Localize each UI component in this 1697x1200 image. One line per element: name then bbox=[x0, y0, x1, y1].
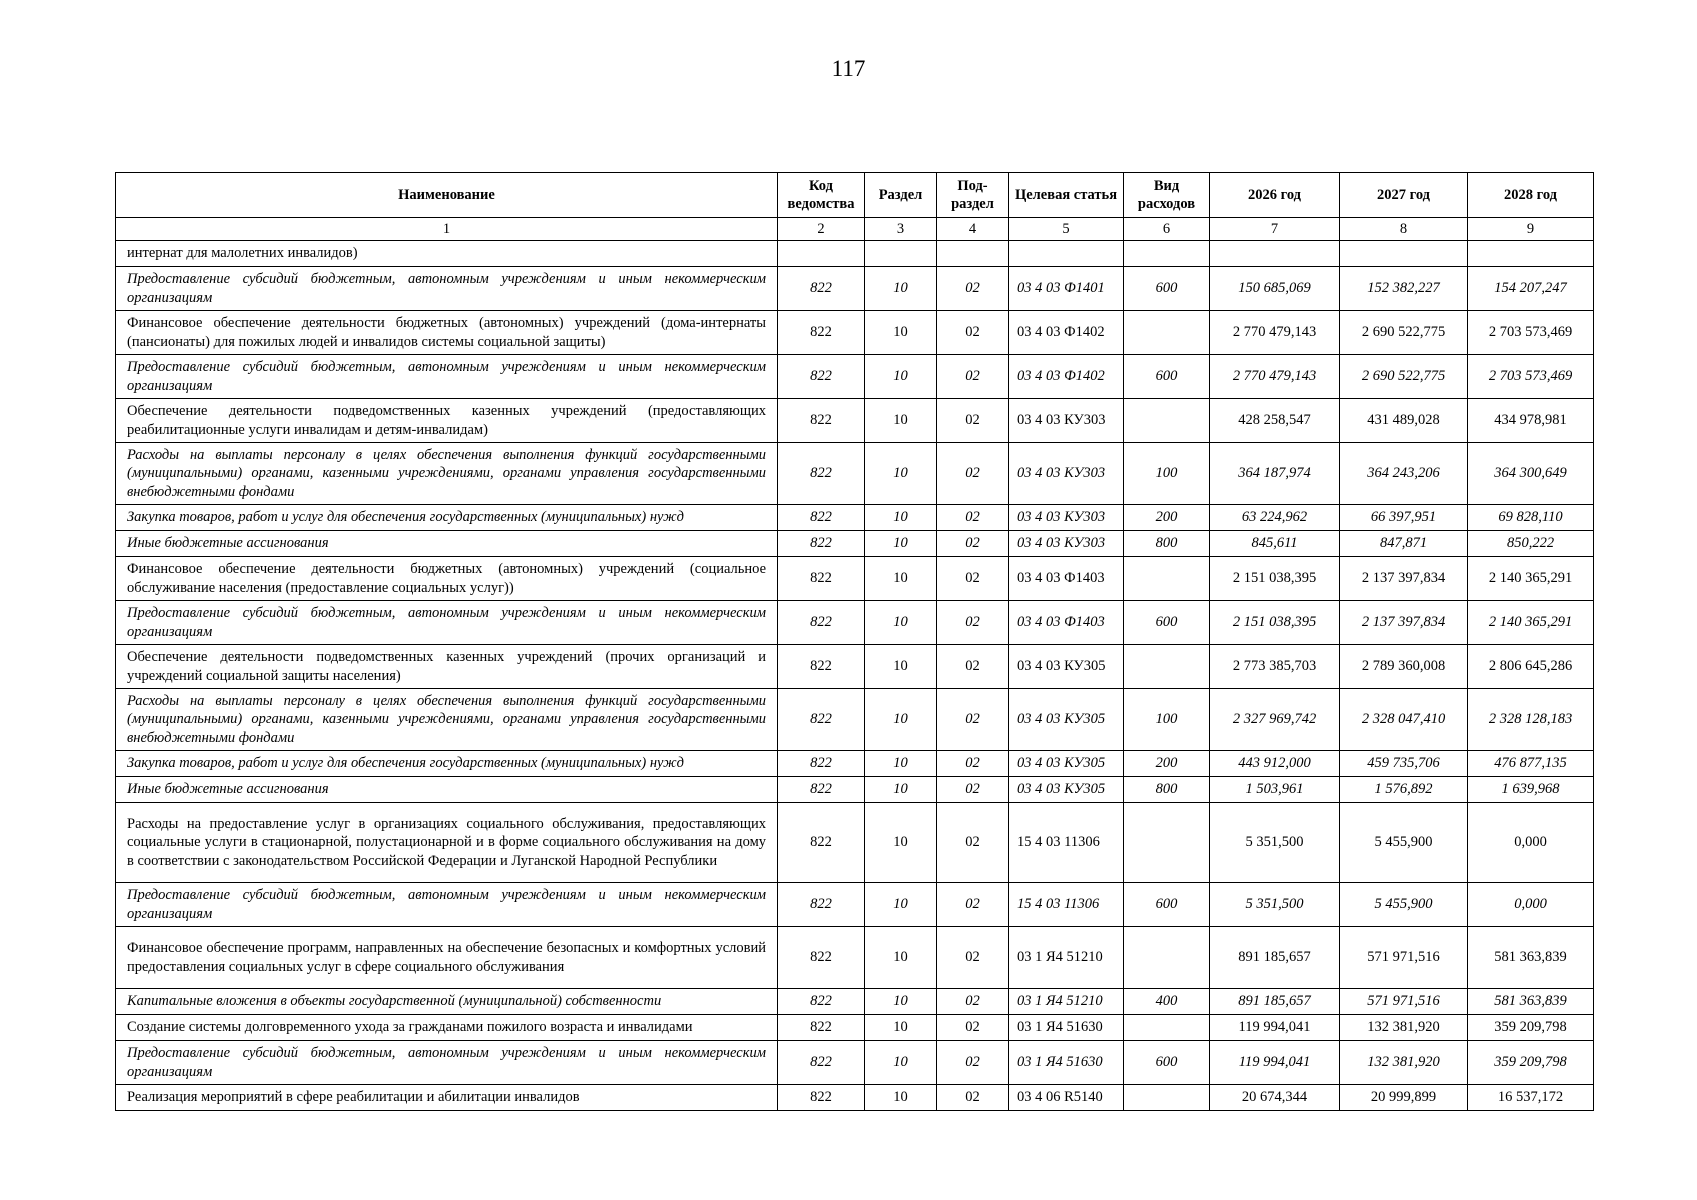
row-code bbox=[778, 241, 865, 267]
header-article: Целевая статья bbox=[1009, 173, 1124, 218]
row-name: Предоставление субсидий бюджетным, автономным учреждениям и иным некоммерческим организациям bbox=[116, 601, 778, 645]
row-podrazdel: 02 bbox=[937, 1085, 1009, 1111]
row-vid: 600 bbox=[1124, 267, 1210, 311]
table-row bbox=[116, 531, 1594, 557]
row-podrazdel: 02 bbox=[937, 443, 1009, 505]
row-code: 822 bbox=[778, 883, 865, 927]
table-row bbox=[116, 1041, 1594, 1085]
row-podrazdel: 02 bbox=[937, 311, 1009, 355]
row-razdel: 10 bbox=[865, 267, 937, 311]
row-code: 822 bbox=[778, 355, 865, 399]
table-row bbox=[116, 601, 1594, 645]
row-article: 03 4 03 КУ303 bbox=[1009, 505, 1124, 531]
row-amount-2027: 2 328 047,410 bbox=[1340, 689, 1468, 751]
row-article bbox=[1009, 241, 1124, 267]
row-amount-2027: 20 999,899 bbox=[1340, 1085, 1468, 1111]
row-name: Расходы на выплаты персоналу в целях обеспечения выполнения функций государственными (муниципальными) органами, казенными учреждениями, органами управления государственными внебюджетными фондами bbox=[116, 443, 778, 505]
row-amount-2027: 2 690 522,775 bbox=[1340, 311, 1468, 355]
row-name: Финансовое обеспечение деятельности бюджетных (автономных) учреждений (социальное обслуживание населения (предоставление социальных услуг)) bbox=[116, 557, 778, 601]
row-article: 03 4 03 КУ305 bbox=[1009, 777, 1124, 803]
table-row bbox=[116, 777, 1594, 803]
row-podrazdel: 02 bbox=[937, 601, 1009, 645]
table-row bbox=[116, 443, 1594, 505]
row-name: Расходы на предоставление услуг в организациях социального обслуживания, предоставляющих социальные услуги в стационарной, полустационарной и в форме социального обслуживания на дому в соответствии с законодательством Российской Федерации и Луганской Народной Республики bbox=[116, 803, 778, 883]
row-vid: 100 bbox=[1124, 689, 1210, 751]
table-row bbox=[116, 989, 1594, 1015]
row-name: Закупка товаров, работ и услуг для обеспечения государственных (муниципальных) нужд bbox=[116, 751, 778, 777]
row-code: 822 bbox=[778, 1085, 865, 1111]
row-podrazdel: 02 bbox=[937, 803, 1009, 883]
table-row bbox=[116, 557, 1594, 601]
row-name: Капитальные вложения в объекты государственной (муниципальной) собственности bbox=[116, 989, 778, 1015]
row-vid: 600 bbox=[1124, 1041, 1210, 1085]
table-row bbox=[116, 267, 1594, 311]
column-number: 6 bbox=[1124, 218, 1210, 241]
table-row bbox=[116, 927, 1594, 989]
row-podrazdel: 02 bbox=[937, 1041, 1009, 1085]
table-row bbox=[116, 399, 1594, 443]
row-vid: 800 bbox=[1124, 531, 1210, 557]
row-amount-2027: 459 735,706 bbox=[1340, 751, 1468, 777]
row-name: Обеспечение деятельности подведомственных казенных учреждений (прочих организаций и учреждений социальной защиты населения) bbox=[116, 645, 778, 689]
row-amount-2026: 63 224,962 bbox=[1210, 505, 1340, 531]
column-number: 1 bbox=[116, 218, 778, 241]
row-podrazdel bbox=[937, 241, 1009, 267]
row-code: 822 bbox=[778, 557, 865, 601]
row-vid bbox=[1124, 311, 1210, 355]
row-amount-2027: 2 137 397,834 bbox=[1340, 601, 1468, 645]
row-amount-2026: 2 770 479,143 bbox=[1210, 311, 1340, 355]
row-razdel: 10 bbox=[865, 443, 937, 505]
row-code: 822 bbox=[778, 443, 865, 505]
row-article: 03 4 03 Ф1402 bbox=[1009, 311, 1124, 355]
row-article: 03 4 03 КУ305 bbox=[1009, 689, 1124, 751]
row-amount-2028: 364 300,649 bbox=[1468, 443, 1594, 505]
row-name: Обеспечение деятельности подведомственных казенных учреждений (предоставляющих реабилитационные услуги инвалидам и детям-инвалидам) bbox=[116, 399, 778, 443]
row-amount-2028: 581 363,839 bbox=[1468, 927, 1594, 989]
row-amount-2027: 152 382,227 bbox=[1340, 267, 1468, 311]
row-amount-2026: 2 151 038,395 bbox=[1210, 557, 1340, 601]
row-code: 822 bbox=[778, 1015, 865, 1041]
row-amount-2026: 5 351,500 bbox=[1210, 883, 1340, 927]
row-podrazdel: 02 bbox=[937, 505, 1009, 531]
row-vid: 100 bbox=[1124, 443, 1210, 505]
row-amount-2028: 16 537,172 bbox=[1468, 1085, 1594, 1111]
row-razdel: 10 bbox=[865, 927, 937, 989]
row-name: Расходы на выплаты персоналу в целях обеспечения выполнения функций государственными (муниципальными) органами, казенными учреждениями, органами управления государственными внебюджетными фондами bbox=[116, 689, 778, 751]
header-2026: 2026 год bbox=[1210, 173, 1340, 218]
row-vid: 600 bbox=[1124, 601, 1210, 645]
row-name: Реализация мероприятий в сфере реабилитации и абилитации инвалидов bbox=[116, 1085, 778, 1111]
row-article: 03 4 03 КУ303 bbox=[1009, 531, 1124, 557]
row-amount-2026: 119 994,041 bbox=[1210, 1015, 1340, 1041]
row-podrazdel: 02 bbox=[937, 355, 1009, 399]
row-amount-2026: 5 351,500 bbox=[1210, 803, 1340, 883]
row-vid bbox=[1124, 645, 1210, 689]
row-amount-2026: 20 674,344 bbox=[1210, 1085, 1340, 1111]
row-vid bbox=[1124, 1085, 1210, 1111]
row-code: 822 bbox=[778, 267, 865, 311]
table-row bbox=[116, 645, 1594, 689]
table-row bbox=[116, 689, 1594, 751]
table-row bbox=[116, 241, 1594, 267]
row-amount-2027: 431 489,028 bbox=[1340, 399, 1468, 443]
row-vid: 600 bbox=[1124, 355, 1210, 399]
row-razdel: 10 bbox=[865, 1015, 937, 1041]
row-amount-2027: 66 397,951 bbox=[1340, 505, 1468, 531]
row-amount-2026: 845,611 bbox=[1210, 531, 1340, 557]
row-podrazdel: 02 bbox=[937, 531, 1009, 557]
row-amount-2028: 359 209,798 bbox=[1468, 1015, 1594, 1041]
row-amount-2028: 2 140 365,291 bbox=[1468, 557, 1594, 601]
row-code: 822 bbox=[778, 505, 865, 531]
row-amount-2028: 434 978,981 bbox=[1468, 399, 1594, 443]
row-amount-2027: 5 455,900 bbox=[1340, 883, 1468, 927]
row-podrazdel: 02 bbox=[937, 645, 1009, 689]
header-vid: Вид расходов bbox=[1124, 173, 1210, 218]
row-razdel: 10 bbox=[865, 505, 937, 531]
row-amount-2027: 2 137 397,834 bbox=[1340, 557, 1468, 601]
row-article: 03 1 Я4 51210 bbox=[1009, 989, 1124, 1015]
row-amount-2026: 891 185,657 bbox=[1210, 927, 1340, 989]
row-podrazdel: 02 bbox=[937, 989, 1009, 1015]
row-article: 03 4 06 R5140 bbox=[1009, 1085, 1124, 1111]
row-code: 822 bbox=[778, 531, 865, 557]
row-vid bbox=[1124, 399, 1210, 443]
row-amount-2027: 847,871 bbox=[1340, 531, 1468, 557]
row-code: 822 bbox=[778, 689, 865, 751]
table-row bbox=[116, 505, 1594, 531]
row-razdel: 10 bbox=[865, 777, 937, 803]
row-amount-2028: 476 877,135 bbox=[1468, 751, 1594, 777]
row-amount-2027: 1 576,892 bbox=[1340, 777, 1468, 803]
row-article: 03 1 Я4 51630 bbox=[1009, 1015, 1124, 1041]
row-name: интернат для малолетних инвалидов) bbox=[116, 241, 778, 267]
row-code: 822 bbox=[778, 927, 865, 989]
row-amount-2028: 1 639,968 bbox=[1468, 777, 1594, 803]
budget-table bbox=[115, 172, 1594, 1111]
row-podrazdel: 02 bbox=[937, 399, 1009, 443]
row-article: 03 4 03 Ф1401 bbox=[1009, 267, 1124, 311]
row-amount-2027: 132 381,920 bbox=[1340, 1041, 1468, 1085]
row-amount-2028: 850,222 bbox=[1468, 531, 1594, 557]
row-amount-2027: 5 455,900 bbox=[1340, 803, 1468, 883]
row-amount-2027: 2 690 522,775 bbox=[1340, 355, 1468, 399]
row-article: 03 4 03 КУ305 bbox=[1009, 645, 1124, 689]
row-article: 03 4 03 Ф1402 bbox=[1009, 355, 1124, 399]
column-number: 7 bbox=[1210, 218, 1340, 241]
row-amount-2027: 364 243,206 bbox=[1340, 443, 1468, 505]
row-code: 822 bbox=[778, 311, 865, 355]
row-article: 15 4 03 11306 bbox=[1009, 803, 1124, 883]
row-amount-2028: 0,000 bbox=[1468, 883, 1594, 927]
row-amount-2026: 119 994,041 bbox=[1210, 1041, 1340, 1085]
table-row bbox=[116, 1085, 1594, 1111]
row-razdel: 10 bbox=[865, 557, 937, 601]
column-number: 4 bbox=[937, 218, 1009, 241]
row-vid bbox=[1124, 1015, 1210, 1041]
column-number: 8 bbox=[1340, 218, 1468, 241]
row-amount-2026: 443 912,000 bbox=[1210, 751, 1340, 777]
table-row bbox=[116, 883, 1594, 927]
row-vid: 600 bbox=[1124, 883, 1210, 927]
row-amount-2027 bbox=[1340, 241, 1468, 267]
row-article: 15 4 03 11306 bbox=[1009, 883, 1124, 927]
row-code: 822 bbox=[778, 601, 865, 645]
row-amount-2026: 364 187,974 bbox=[1210, 443, 1340, 505]
row-razdel: 10 bbox=[865, 751, 937, 777]
header-podrazdel: Под-раздел bbox=[937, 173, 1009, 218]
row-amount-2027: 2 789 360,008 bbox=[1340, 645, 1468, 689]
row-podrazdel: 02 bbox=[937, 777, 1009, 803]
row-article: 03 4 03 КУ303 bbox=[1009, 399, 1124, 443]
header-row bbox=[116, 173, 1594, 218]
row-amount-2026: 2 773 385,703 bbox=[1210, 645, 1340, 689]
row-code: 822 bbox=[778, 989, 865, 1015]
row-name: Предоставление субсидий бюджетным, автономным учреждениям и иным некоммерческим организациям bbox=[116, 267, 778, 311]
table-row bbox=[116, 311, 1594, 355]
column-number: 3 bbox=[865, 218, 937, 241]
row-amount-2028 bbox=[1468, 241, 1594, 267]
row-vid: 200 bbox=[1124, 751, 1210, 777]
row-razdel: 10 bbox=[865, 1041, 937, 1085]
row-razdel: 10 bbox=[865, 989, 937, 1015]
row-podrazdel: 02 bbox=[937, 557, 1009, 601]
row-amount-2028: 2 806 645,286 bbox=[1468, 645, 1594, 689]
row-code: 822 bbox=[778, 803, 865, 883]
row-amount-2026 bbox=[1210, 241, 1340, 267]
row-name: Финансовое обеспечение деятельности бюджетных (автономных) учреждений (дома-интернаты (пансионаты) для пожилых людей и инвалидов системы социальной защиты) bbox=[116, 311, 778, 355]
row-name: Создание системы долговременного ухода за гражданами пожилого возраста и инвалидами bbox=[116, 1015, 778, 1041]
row-vid bbox=[1124, 927, 1210, 989]
row-vid bbox=[1124, 803, 1210, 883]
row-podrazdel: 02 bbox=[937, 267, 1009, 311]
row-razdel bbox=[865, 241, 937, 267]
row-amount-2026: 150 685,069 bbox=[1210, 267, 1340, 311]
header-code: Код ведомства bbox=[778, 173, 865, 218]
row-code: 822 bbox=[778, 1041, 865, 1085]
header-name: Наименование bbox=[116, 173, 778, 218]
table-row bbox=[116, 751, 1594, 777]
row-razdel: 10 bbox=[865, 883, 937, 927]
row-vid: 400 bbox=[1124, 989, 1210, 1015]
row-name: Предоставление субсидий бюджетным, автономным учреждениям и иным некоммерческим организациям bbox=[116, 1041, 778, 1085]
row-name: Предоставление субсидий бюджетным, автономным учреждениям и иным некоммерческим организациям bbox=[116, 355, 778, 399]
row-name: Иные бюджетные ассигнования bbox=[116, 777, 778, 803]
row-amount-2028: 2 328 128,183 bbox=[1468, 689, 1594, 751]
row-razdel: 10 bbox=[865, 311, 937, 355]
row-article: 03 4 03 КУ303 bbox=[1009, 443, 1124, 505]
row-amount-2027: 571 971,516 bbox=[1340, 989, 1468, 1015]
page-number: 117 bbox=[831, 56, 866, 81]
column-number: 9 bbox=[1468, 218, 1594, 241]
row-code: 822 bbox=[778, 777, 865, 803]
row-vid bbox=[1124, 557, 1210, 601]
row-code: 822 bbox=[778, 399, 865, 443]
row-razdel: 10 bbox=[865, 355, 937, 399]
row-vid: 800 bbox=[1124, 777, 1210, 803]
row-amount-2028: 2 703 573,469 bbox=[1468, 311, 1594, 355]
column-number: 2 bbox=[778, 218, 865, 241]
row-code: 822 bbox=[778, 751, 865, 777]
row-article: 03 1 Я4 51630 bbox=[1009, 1041, 1124, 1085]
row-podrazdel: 02 bbox=[937, 1015, 1009, 1041]
row-amount-2028: 359 209,798 bbox=[1468, 1041, 1594, 1085]
row-amount-2027: 132 381,920 bbox=[1340, 1015, 1468, 1041]
row-article: 03 4 03 Ф1403 bbox=[1009, 601, 1124, 645]
row-razdel: 10 bbox=[865, 601, 937, 645]
row-razdel: 10 bbox=[865, 689, 937, 751]
row-amount-2028: 2 140 365,291 bbox=[1468, 601, 1594, 645]
header-2027: 2027 год bbox=[1340, 173, 1468, 218]
row-podrazdel: 02 bbox=[937, 751, 1009, 777]
row-vid bbox=[1124, 241, 1210, 267]
column-numbers-row bbox=[116, 218, 1594, 241]
header-razdel: Раздел bbox=[865, 173, 937, 218]
row-razdel: 10 bbox=[865, 1085, 937, 1111]
row-amount-2026: 891 185,657 bbox=[1210, 989, 1340, 1015]
row-razdel: 10 bbox=[865, 803, 937, 883]
row-amount-2028: 0,000 bbox=[1468, 803, 1594, 883]
row-podrazdel: 02 bbox=[937, 927, 1009, 989]
row-name: Закупка товаров, работ и услуг для обеспечения государственных (муниципальных) нужд bbox=[116, 505, 778, 531]
row-name: Финансовое обеспечение программ, направленных на обеспечение безопасных и комфортных условий предоставления социальных услуг в сфере социального обслуживания bbox=[116, 927, 778, 989]
row-amount-2026: 1 503,961 bbox=[1210, 777, 1340, 803]
column-number: 5 bbox=[1009, 218, 1124, 241]
row-podrazdel: 02 bbox=[937, 883, 1009, 927]
row-amount-2028: 69 828,110 bbox=[1468, 505, 1594, 531]
row-amount-2028: 154 207,247 bbox=[1468, 267, 1594, 311]
row-amount-2026: 2 770 479,143 bbox=[1210, 355, 1340, 399]
row-amount-2028: 581 363,839 bbox=[1468, 989, 1594, 1015]
row-podrazdel: 02 bbox=[937, 689, 1009, 751]
table-row bbox=[116, 1015, 1594, 1041]
row-razdel: 10 bbox=[865, 531, 937, 557]
row-code: 822 bbox=[778, 645, 865, 689]
table-row bbox=[116, 803, 1594, 883]
row-article: 03 4 03 Ф1403 bbox=[1009, 557, 1124, 601]
row-vid: 200 bbox=[1124, 505, 1210, 531]
row-razdel: 10 bbox=[865, 399, 937, 443]
row-name: Предоставление субсидий бюджетным, автономным учреждениям и иным некоммерческим организациям bbox=[116, 883, 778, 927]
row-amount-2026: 2 151 038,395 bbox=[1210, 601, 1340, 645]
row-article: 03 4 03 КУ305 bbox=[1009, 751, 1124, 777]
table-row bbox=[116, 355, 1594, 399]
row-name: Иные бюджетные ассигнования bbox=[116, 531, 778, 557]
row-amount-2026: 428 258,547 bbox=[1210, 399, 1340, 443]
row-amount-2026: 2 327 969,742 bbox=[1210, 689, 1340, 751]
row-amount-2027: 571 971,516 bbox=[1340, 927, 1468, 989]
header-2028: 2028 год bbox=[1468, 173, 1594, 218]
row-amount-2028: 2 703 573,469 bbox=[1468, 355, 1594, 399]
row-razdel: 10 bbox=[865, 645, 937, 689]
row-article: 03 1 Я4 51210 bbox=[1009, 927, 1124, 989]
